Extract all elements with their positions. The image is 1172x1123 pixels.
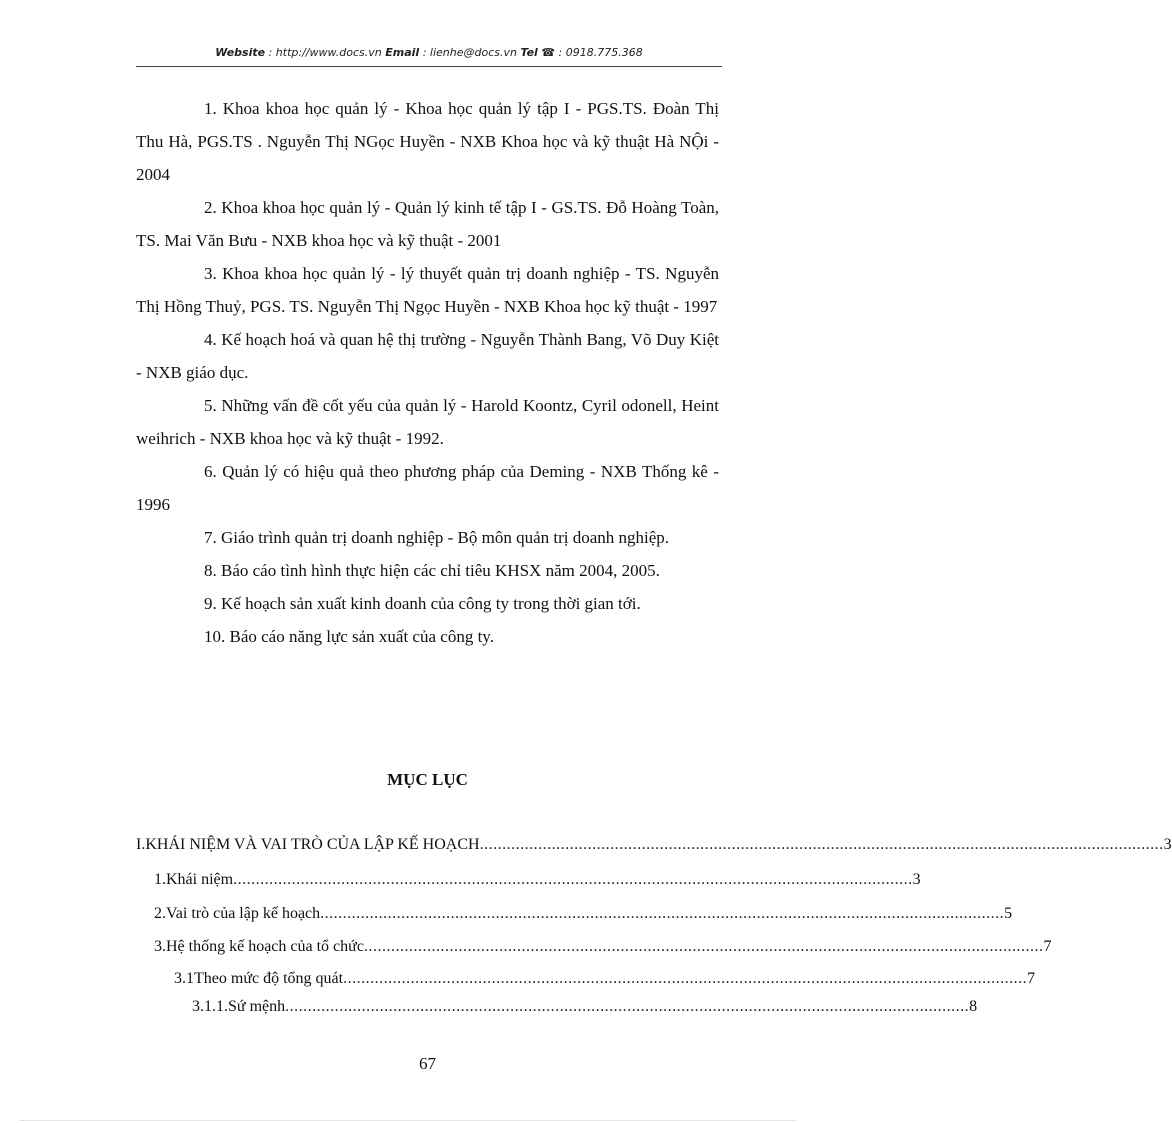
reference-item: 2. Khoa khoa học quản lý - Quản lý kinh tế tập I - GS.TS. Đỗ Hoàng Toàn, TS. Mai Văn Bưu - NXB khoa học và kỹ thuật - 2001 [136,198,719,250]
header-divider [136,66,722,67]
reference-item: 8. Báo cáo tình hình thực hiện các chỉ tiêu KHSX năm 2004, 2005. [204,561,660,580]
toc-entry-number: I. [136,836,146,853]
reference-item: 1. Khoa khoa học quản lý - Khoa học quản lý tập I - PGS.TS. Đoàn Thị Thu Hà, PGS.TS . Nguyễn Thị NGọc Huyền - NXB Khoa học và kỹ thuật Hà NỘi - 2004 [136,99,719,184]
toc-entry[interactable] [136,836,1172,854]
toc-entry[interactable] [174,970,1036,988]
toc-leader-dots: ........................................................................................................................................................ [285,998,970,1015]
toc-title: MỤC LỤC [387,770,468,789]
tel-value: : 0918.775.368 [555,46,643,59]
toc-entry[interactable] [154,938,1052,956]
reference-item: 5. Những vấn đề cốt yếu của quản lý - Harold Koontz, Cyril odonell, Heint weihrich - NXB khoa học và kỹ thuật - 1992. [136,396,719,448]
email-label: Email [385,46,420,59]
toc-leader-dots: ........................................................................................................................................................ [320,905,1005,922]
toc-entry-number: 1. [154,871,166,888]
toc-entry-page: 5 [1004,905,1013,922]
toc-entry-number: 3.1.1. [192,998,228,1015]
toc-entry-title: Sứ mệnh [228,998,286,1015]
website-value: : http://www.docs.vn [265,46,386,59]
references-list [136,92,719,653]
toc-entry-page: 3 [1163,836,1172,853]
toc-entry-title: Theo mức độ tổng quát [194,970,344,987]
toc-entry-number: 2. [154,905,166,922]
page-number: 67 [419,1054,436,1073]
toc-entry-page: 3 [912,871,921,888]
reference-item: 3. Khoa khoa học quản lý - lý thuyết quản trị doanh nghiệp - TS. Nguyễn Thị Hồng Thuỷ, PGS. TS. Nguyễn Thị Ngọc Huyền - NXB Khoa học kỹ thuật - 1997 [136,264,719,316]
toc-entry-title: Vai trò của lập kế hoạch [166,905,321,922]
email-value: : lienhe@docs.vn [419,46,521,59]
toc-entry-title: Hệ thống kế hoạch của tổ chức [166,938,364,955]
reference-item: 10. Báo cáo năng lực sản xuất của công ty. [204,627,494,646]
reference-item: 6. Quản lý có hiệu quả theo phương pháp của Deming - NXB Thống kê - 1996 [136,462,719,514]
toc-entry-number: 3. [154,938,166,955]
phone-icon: ☎ [541,46,556,59]
toc-leader-dots: ........................................................................................................................................................ [479,836,1164,853]
page-header [136,46,722,59]
toc-entry-number: 3.1 [174,970,194,987]
toc-entry[interactable] [154,905,1013,923]
reference-item: 7. Giáo trình quản trị doanh nghiệp - Bộ môn quản trị doanh nghiệp. [204,528,670,547]
tel-label: Tel [520,46,538,59]
website-label: Website [215,46,266,59]
toc-leader-dots: ....................................................................................................................................................... [233,871,913,888]
reference-item: 4. Kế hoạch hoá và quan hệ thị trường - Nguyễn Thành Bang, Võ Duy Kiệt - NXB giáo dục. [136,330,719,382]
toc-entry[interactable] [154,871,921,889]
toc-entry-page: 7 [1043,938,1052,955]
toc-entry[interactable] [192,998,978,1016]
toc-entry-title: Khái niệm [166,871,234,888]
toc-leader-dots: ........................................................................................................................................................ [343,970,1028,987]
toc-entry-title: KHÁI NIỆM VÀ VAI TRÒ CỦA LẬP KẾ HOẠCH [145,836,480,853]
toc-entry-page: 8 [969,998,978,1015]
toc-leader-dots: ....................................................................................................................................................... [363,938,1044,955]
reference-item: 9. Kế hoạch sản xuất kinh doanh của công ty trong thời gian tới. [204,594,641,613]
toc-entry-page: 7 [1027,970,1036,987]
page-bottom-divider [20,1120,796,1121]
